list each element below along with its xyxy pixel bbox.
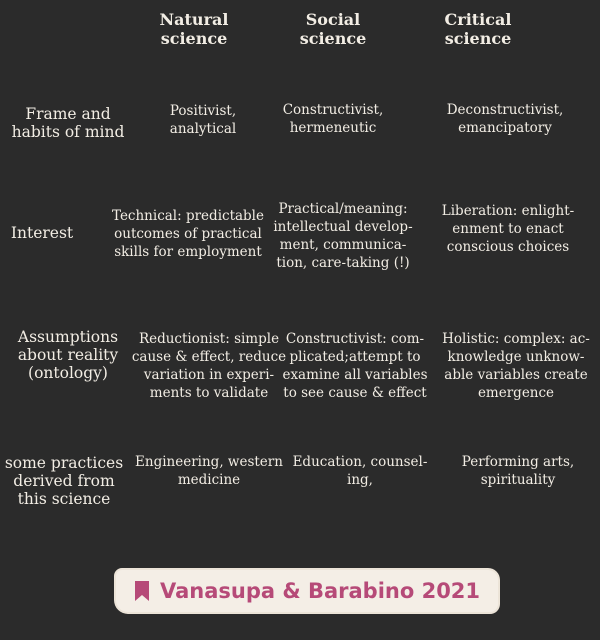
column-header-natural-science: Natural science	[159, 10, 229, 48]
citation-text: Vanasupa & Barabino 2021	[159, 579, 481, 603]
cell-practices-critical: Performing arts, spirituality	[461, 454, 575, 488]
cell-assumptions-critical: Holistic: complex: ac- knowledge unknow- able variables create emergence	[442, 331, 590, 401]
cell-interest-natural: Technical: predictable outcomes of practical skills for employment	[111, 208, 264, 260]
bookmark-icon	[134, 580, 150, 602]
row-header-interest: Interest	[10, 224, 74, 242]
cell-interest-social: Practical/meaning: intellectual develop- ment, communica- tion, care-taking (!)	[273, 201, 413, 271]
column-header-critical-science: Critical science	[444, 10, 512, 48]
cell-interest-critical: Liberation: enlight- enment to enact conscious choices	[441, 203, 575, 255]
column-header-social-science: Social science	[299, 10, 367, 48]
cell-frame-critical: Deconstructivist, emancipatory	[446, 102, 564, 136]
cell-practices-natural: Engineering, western medicine	[135, 454, 283, 488]
row-header-assumptions: Assumptions about reality (ontology)	[17, 328, 119, 382]
row-header-frame: Frame and habits of mind	[11, 105, 125, 141]
row-header-practices: some practices derived from this science	[4, 454, 124, 508]
cell-frame-social: Constructivist, hermeneutic	[282, 102, 384, 136]
cell-assumptions-social: Constructivist: com- plicated;attempt to examine all variables to see cause & effect	[282, 331, 428, 401]
cell-practices-social: Education, counsel- ing,	[292, 454, 428, 488]
cell-assumptions-natural: Reductionist: simple cause & effect, reduce variation in experi- ments to validate	[131, 331, 287, 401]
citation-banner	[116, 570, 498, 612]
cell-frame-natural: Positivist, analytical	[169, 103, 237, 137]
